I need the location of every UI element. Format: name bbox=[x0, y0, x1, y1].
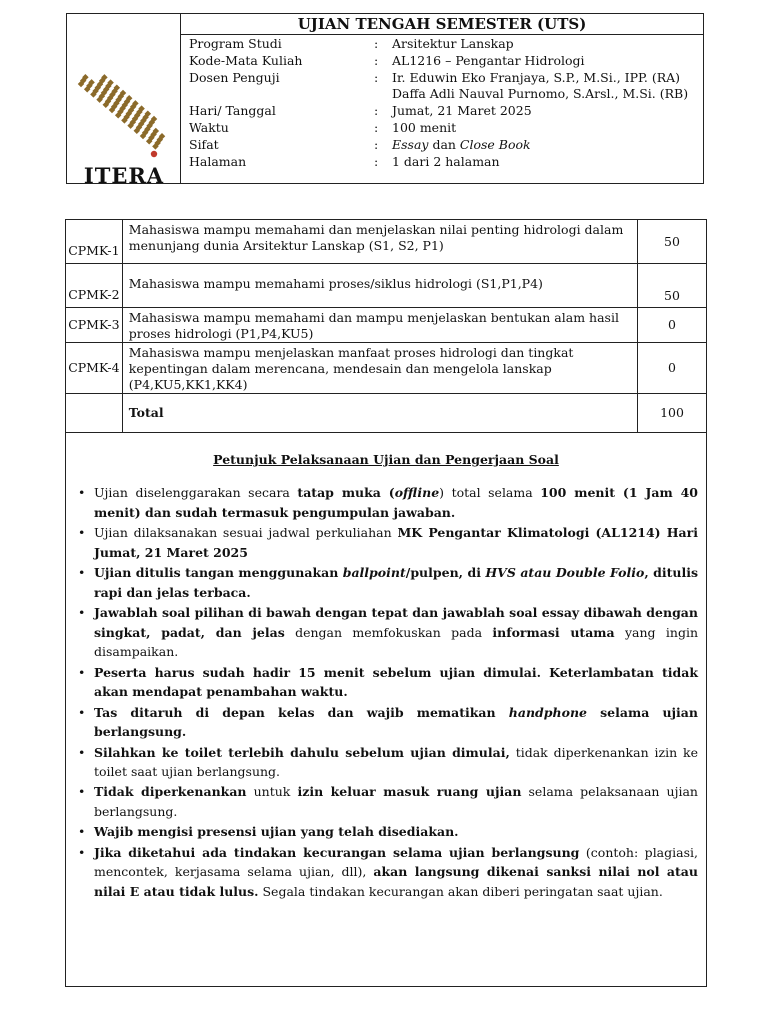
logo-red-dot bbox=[151, 151, 157, 157]
info-key: Program Studi bbox=[189, 36, 282, 51]
exam-header: ITERA UJIAN TENGAH SEMESTER (UTS) Program Studi : Arsitektur Lanskap Kode-Mata Kuliah : AL1216 – Pengantar Hidrologi Dosen Penguji : Ir. Eduwin Eko Franjaya, S.P., M.Si., IPP. (RA) Daffa Adli Nauval Purnomo, S.Arsl., M.Si. (RB) Hari/ Tanggal : Jumat, 21 Maret 2025 Waktu : 100 menit Sifat : Essay dan Close Book Halaman : 1 dari 2 halaman bbox=[66, 13, 704, 184]
instructions-box bbox=[65, 433, 707, 987]
cpmk-score: 50 bbox=[638, 264, 707, 308]
cpmk-code: CPMK-3 bbox=[66, 308, 123, 343]
list-item: • Peserta harus sudah hadir 15 menit sebelum ujian dimulai. Keterlambatan tidak akan mendapat penambahan waktu. bbox=[78, 664, 698, 700]
list-item: • Jika diketahui ada tindakan kecurangan selama ujian berlangsung (contoh: plagiasi, mencontek, kerjasama selama ujian, dll), akan langsung dikenai sanksi nilai nol atau nilai E atau tidak lulus. Segala tindakan kecurangan akan diberi peringatan saat ujian. bbox=[78, 844, 698, 900]
info-value: AL1216 – Pengantar Hidrologi bbox=[392, 52, 585, 68]
table-row-total bbox=[66, 394, 707, 433]
total-label: Total bbox=[122, 394, 637, 433]
instructions-heading: Petunjuk Pelaksanaan Ujian dan Pengerjaan Soal bbox=[213, 452, 559, 467]
list-item: • Wajib mengisi presensi ujian yang telah disediakan. bbox=[78, 824, 459, 840]
info-value: Jumat, 21 Maret 2025 bbox=[392, 103, 532, 119]
logo-text: ITERA bbox=[83, 163, 165, 188]
exam-title: UJIAN TENGAH SEMESTER (UTS) bbox=[181, 14, 703, 35]
info-value: Daffa Adli Nauval Purnomo, S.Arsl., M.Si. (RB) bbox=[392, 86, 689, 102]
info-value: Essay dan Close Book bbox=[392, 136, 531, 152]
table-row bbox=[66, 343, 707, 394]
cpmk-score: 0 bbox=[638, 343, 707, 394]
list-item: • Ujian dilaksanakan sesuai jadwal perkuliahan MK Pengantar Klimatologi (AL1214) Hari Jumat, 21 Maret 2025 bbox=[78, 524, 698, 560]
info-value: 100 menit bbox=[392, 119, 457, 135]
list-item: • Tidak diperkenankan untuk izin keluar masuk ruang ujian selama pelaksanaan ujian berlangsung. bbox=[78, 784, 698, 820]
info-key: Waktu bbox=[189, 119, 229, 135]
cpmk-score: 0 bbox=[638, 308, 707, 343]
table-row bbox=[66, 308, 707, 343]
logo-cell bbox=[67, 14, 181, 188]
cpmk-desc: Mahasiswa mampu memahami proses/siklus hidrologi (S1,P1,P4) bbox=[122, 264, 637, 308]
total-score: 100 bbox=[638, 394, 707, 433]
cpmk-desc: Mahasiswa mampu memahami dan mampu menjelaskan bentukan alam hasil proses hidrologi (P1,P4,KU5) bbox=[122, 308, 637, 343]
cpmk-desc: Mahasiswa mampu memahami dan menjelaskan nilai penting hidrologi dalam menunjang dunia Arsitektur Lanskap (S1, S2, P1) bbox=[122, 220, 637, 264]
cpmk-score: 50 bbox=[638, 220, 707, 264]
list-item: • Jawablah soal pilihan di bawah dengan tepat dan jawablah soal essay dibawah dengan singkat, padat, dan jelas dengan memfokuskan pada informasi utama yang ingin disampaikan. bbox=[78, 604, 698, 660]
cpmk-code: CPMK-1 bbox=[66, 220, 123, 264]
info-value: 1 dari 2 halaman bbox=[392, 153, 500, 169]
info-key: Halaman bbox=[189, 153, 247, 169]
list-item: • Silahkan ke toilet terlebih dahulu sebelum ujian dimulai, tidak diperkenankan izin ke toilet saat ujian berlangsung. bbox=[78, 744, 698, 780]
itera-logo-icon bbox=[73, 62, 173, 162]
info-value: Arsitektur Lanskap bbox=[392, 36, 514, 51]
table-row bbox=[66, 220, 707, 264]
cpmk-code: CPMK-4 bbox=[66, 343, 123, 394]
info-key: Hari/ Tanggal bbox=[189, 103, 276, 119]
list-item: • Tas ditaruh di depan kelas dan wajib mematikan handphone selama ujian berlangsung. bbox=[78, 704, 698, 740]
cpmk-table bbox=[65, 219, 707, 433]
list-item: • Ujian ditulis tangan menggunakan ballpoint/pulpen, di HVS atau Double Folio, ditulis rapi dan jelas terbaca. bbox=[78, 564, 698, 600]
table-row bbox=[66, 264, 707, 308]
instructions-list bbox=[78, 483, 698, 902]
info-value: Ir. Eduwin Eko Franjaya, S.P., M.Si., IPP. (RA) bbox=[392, 69, 681, 85]
cpmk-code: CPMK-2 bbox=[66, 264, 123, 308]
list-item: • Ujian diselenggarakan secara tatap muka (offline) total selama 100 menit (1 Jam 40 menit) dan sudah termasuk pengumpulan jawaban. bbox=[78, 485, 698, 520]
cpmk-desc: Mahasiswa mampu menjelaskan manfaat proses hidrologi dan tingkat kepentingan dalam merencana, mendesain dan mengelola lanskap (P4,KU5,KK1,KK4) bbox=[122, 343, 637, 394]
info-key: Kode-Mata Kuliah bbox=[189, 52, 303, 68]
info-key: Dosen Penguji bbox=[189, 69, 280, 85]
info-key: Sifat bbox=[189, 136, 219, 152]
